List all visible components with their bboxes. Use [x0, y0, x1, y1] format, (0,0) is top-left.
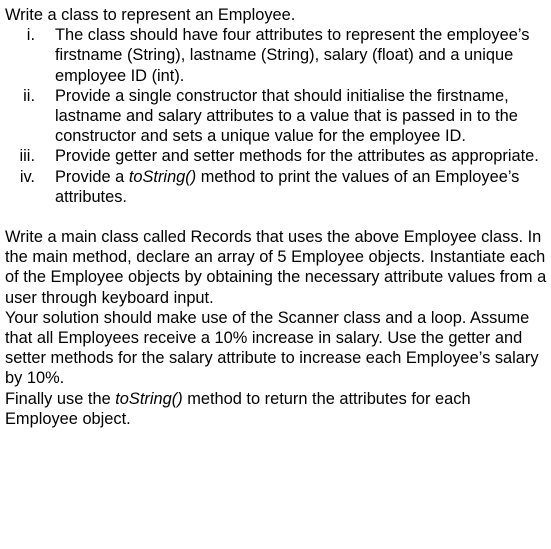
requirement-text: Provide a single constructor that should initialise the firstname, lastname and salary attributes to a value that is passed in to the constructor and sets a unique value for the employee ID.: [55, 86, 518, 146]
requirement-number: iv.: [19, 167, 35, 186]
requirement-number: ii.: [23, 86, 35, 105]
requirement-item: [5, 86, 547, 147]
requirements-list: [5, 25, 547, 207]
scanner-paragraph: Your solution should make use of the Scanner class and a loop. Assume that all Employees receive a 10% increase in salary. Use the getter and setter methods for the salary attribute to increase each Employee’s salary by 10%.: [5, 308, 539, 388]
main-class-instructions: [5, 227, 547, 429]
requirement-item: [5, 25, 547, 86]
final-paragraph-part: method to return the attributes for each Employee object.: [5, 389, 471, 428]
tostring-method-name: toString(): [128, 167, 197, 186]
requirement-text: [55, 167, 547, 207]
final-paragraph-part: Finally use the: [5, 389, 116, 408]
requirement-text: The class should have four attributes to represent the employee’s firstname (String), lastname (String), salary (float) and a unique employee ID (int).: [55, 26, 530, 85]
requirement-number: i.: [26, 26, 35, 45]
final-paragraph: [5, 389, 547, 429]
requirement-text: Provide getter and setter methods for the attributes as appropriate.: [55, 147, 539, 166]
main-class-paragraph: Write a main class called Records that uses the above Employee class. In the main method, declare an array of 5 Employee objects. Instantiate each of the Employee objects by obtaining the necessary attribute values from a user through keyboard input.: [5, 228, 547, 307]
tostring-method-name: toString(): [115, 389, 183, 408]
requirement-item: [5, 167, 547, 207]
assignment-document: [5, 5, 547, 429]
requirement-item: [5, 146, 547, 166]
requirement-text-part: Provide a: [55, 167, 129, 186]
requirement-text-part: method to print the values of an Employee’s attributes.: [55, 167, 520, 206]
intro-line: Write a class to represent an Employee.: [5, 6, 296, 24]
requirement-number: iii.: [19, 147, 35, 166]
